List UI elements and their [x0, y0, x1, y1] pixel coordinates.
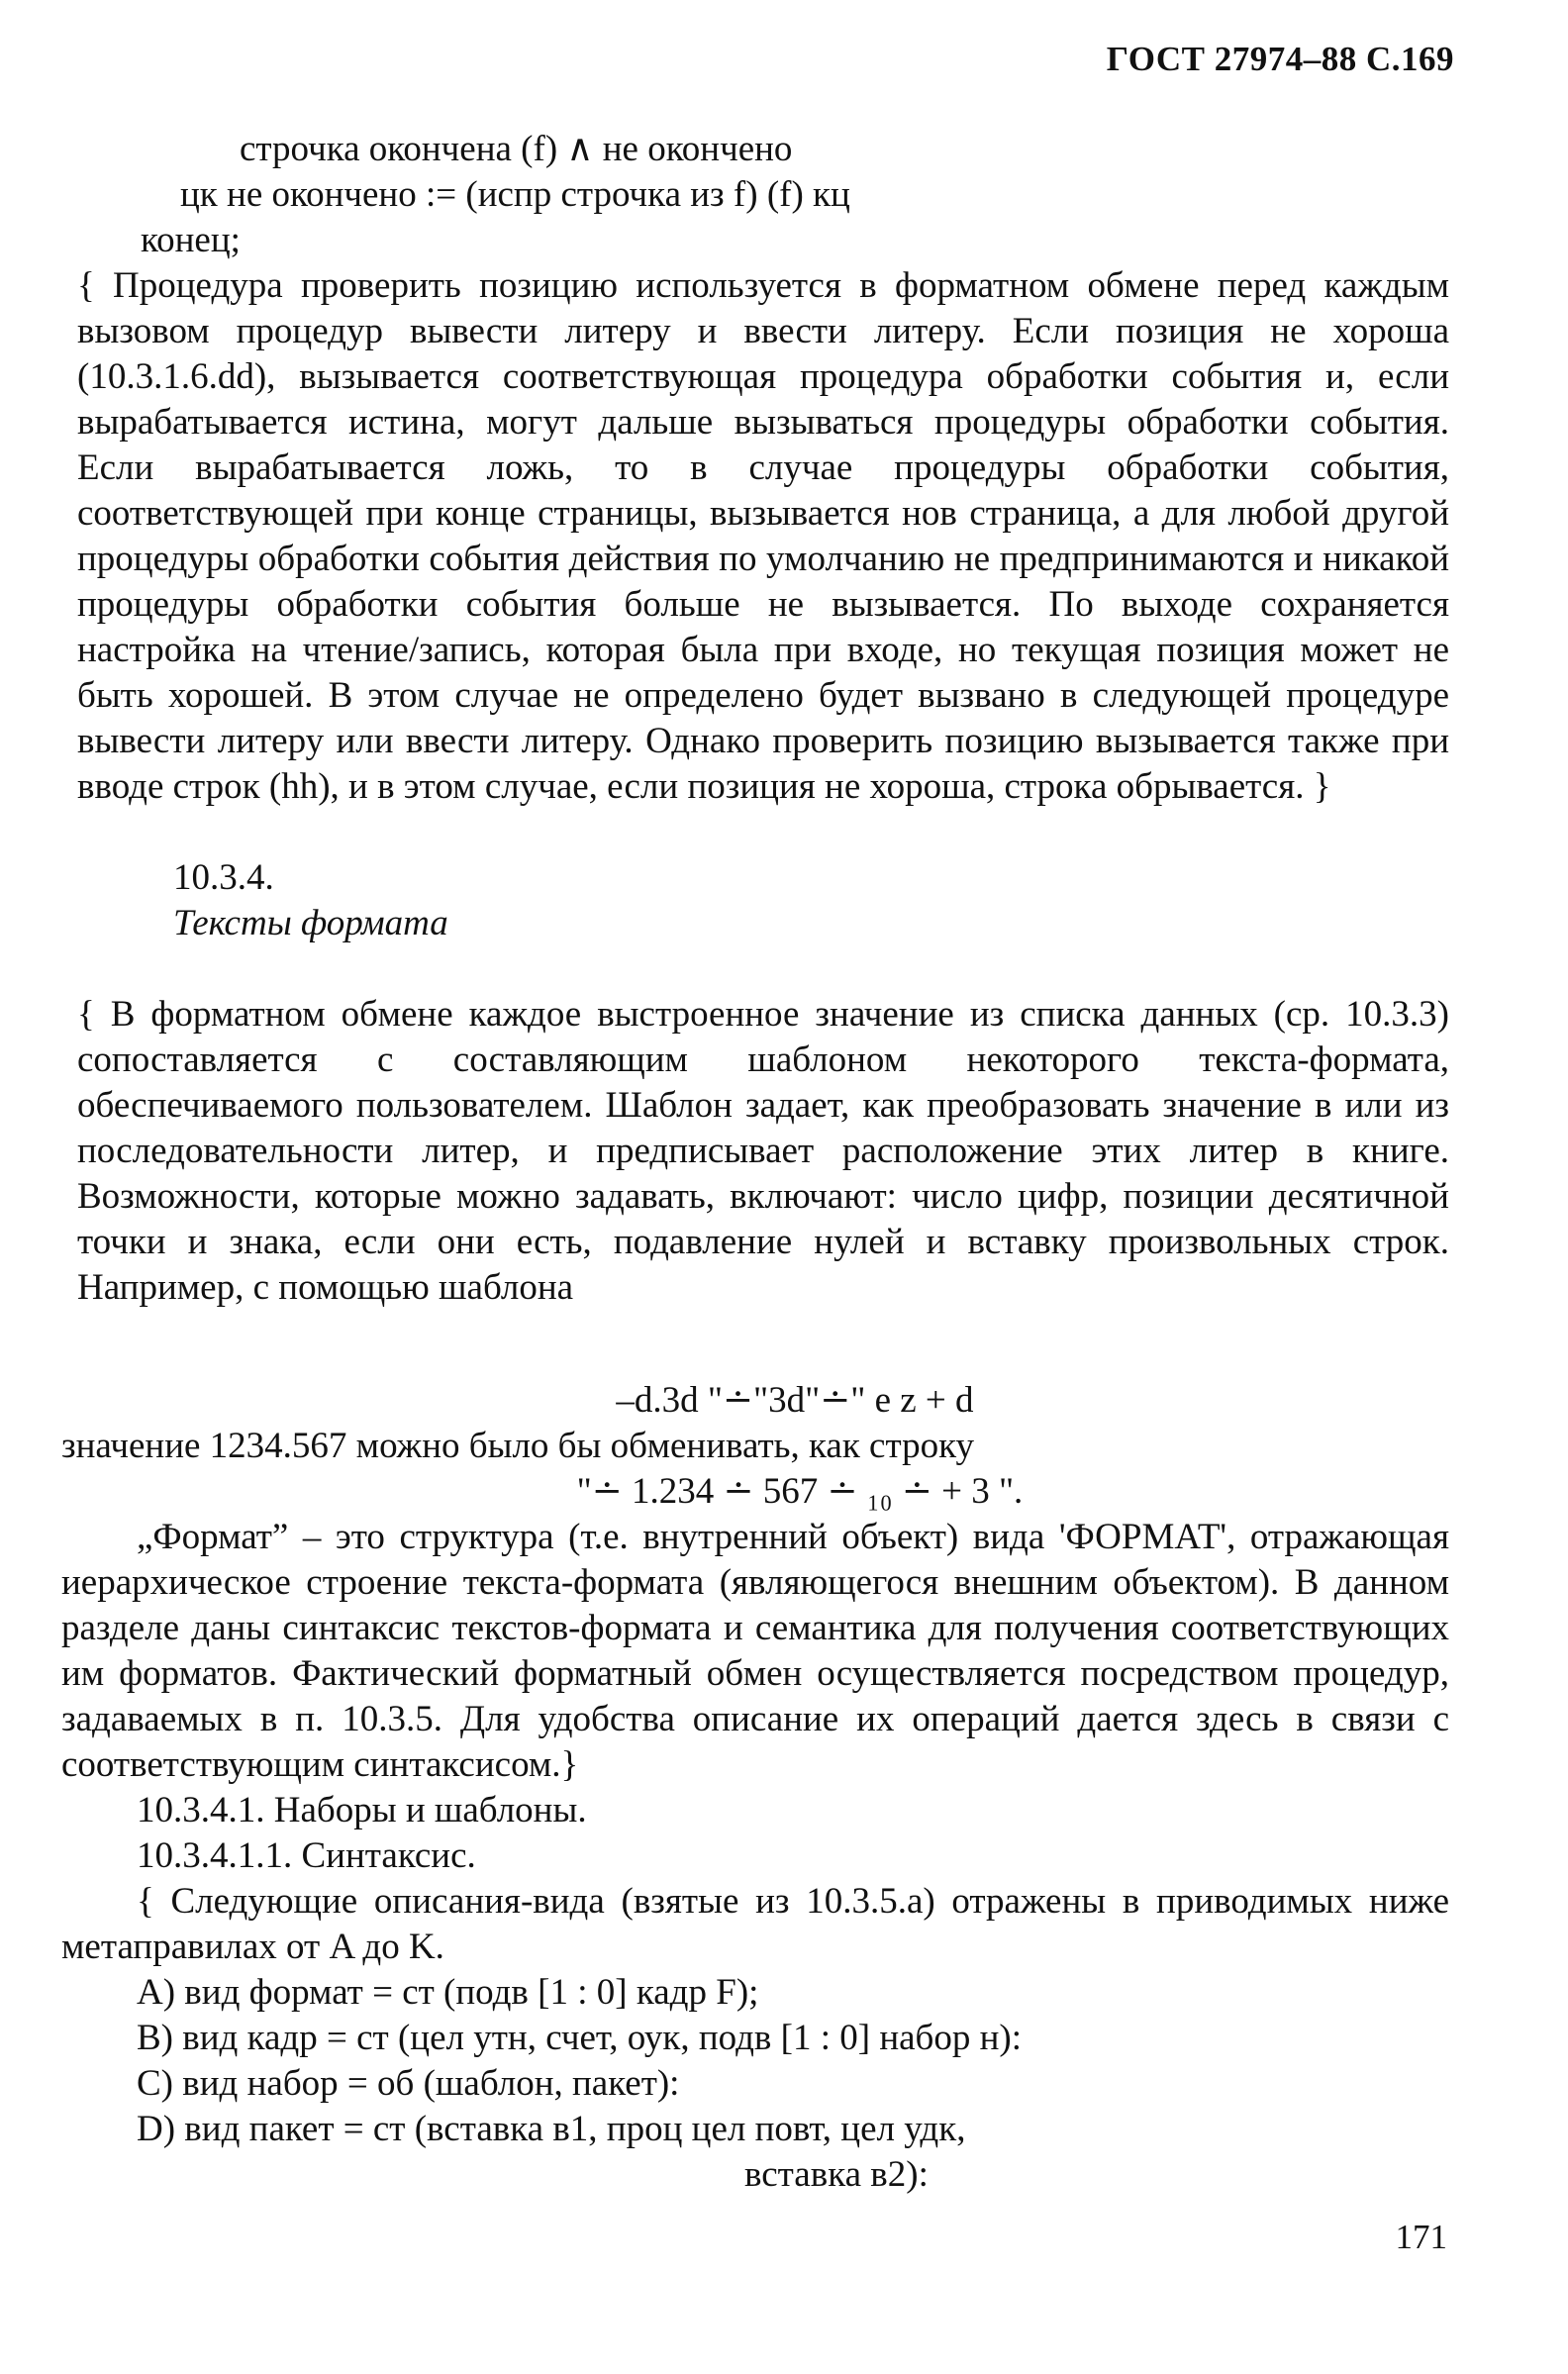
- code-line-3: конец;: [141, 220, 241, 260]
- page-header: ГОСТ 27974–88 С.169: [1106, 40, 1454, 78]
- format-example-pattern: –d.3d "∸"3d"∸" e z + d: [616, 1380, 974, 1421]
- section-title: Тексты формата: [173, 903, 448, 943]
- document-body: [61, 127, 1449, 2198]
- section-heading-10-3-4: [61, 810, 1449, 992]
- section-number: 10.3.4.: [173, 857, 274, 898]
- format-example-text: значение 1234.567 можно было бы обменивать, как строку: [61, 1426, 975, 1466]
- paragraph-format-texts: { В форматном обмене каждое выстроенное значение из списка данных (ср. 10.3.3) сопоставляется с составляющим шаблоном некоторого текста-формата, обеспечиваемого пользователем. Шаблон задает, как преобразовать значение в или из последовательности литер, и предписывает расположение этих литер в книге. Возможности, которые можно задавать, включают: число цифр, позиции десятичной точки и знака, если они есть, подавление нулей и вставку произвольных строк. Например, с помощью шаблона: [77, 994, 1449, 1308]
- section-heading-10-3-4-1-1: 10.3.4.1.1. Синтаксис.: [137, 1835, 476, 1876]
- code-line-1: строчка окончена (f) ∧ не окончено: [240, 129, 793, 169]
- format-example-string: "∸ 1.234 ∸ 567 ∸ ₁₀ ∸ + 3 ".: [576, 1471, 1024, 1512]
- format-definition-text: „Формат” – это структура (т.е. внутренний объект) вида 'ФОРМАТ', отражающая иерархическое строение текста-формата (являющегося внешним объектом). В данном разделе даны синтаксис текстов-формата и семантика для получения соответствующих им форматов. Фактический форматный обмен осуществляется посредством процедур, задаваемых в п. 10.3.5. Для удобства описание их операций дается здесь в связи с соответствующим синтаксисом.}: [61, 1517, 1449, 1785]
- section-heading-10-3-4-1: 10.3.4.1. Наборы и шаблоны.: [137, 1790, 587, 1830]
- mode-line-d: D) вид пакет = ст (вставка в1, проц цел повт, цел удк,: [137, 2109, 966, 2149]
- spacer: [61, 1311, 1449, 1378]
- code-line-2: цк не окончено := (испр строчка из f) (f) кц: [180, 174, 850, 215]
- mode-line-d-continued: вставка в2):: [744, 2154, 929, 2195]
- page-number: 171: [1395, 2218, 1447, 2256]
- mode-declarations-text: { Следующие описания-вида (взятые из 10.3.5.a) отражены в приводимых ниже метаправилах от A до K.: [61, 1881, 1449, 1967]
- paragraph-check-position: { Процедура проверить позицию используется в форматном обмене перед каждым вызовом процедур вывести литеру и ввести литеру. Если позиция не хороша (10.3.1.6.dd), вызывается соответствующая процедура обработки события и, если вырабатывается истина, могут дальше вызываться процедуры обработки события. Если вырабатывается ложь, то в случае процедуры обработки события, соответствующей при конце страницы, вызывается нов страница, а для любой другой процедуры обработки события действия по умолчанию не предпринимаются и никакой процедуры обработки события больше не вызывается. По выходе сохраняется настройка на чтение/запись, которая была при входе, но текущая позиция может не быть хорошей. В этом случае не определено будет вызвано в следующей процедуре вывести литеру или ввести литеру. Однако проверить позицию вызывается также при вводе строк (hh), и в этом случае, если позиция не хороша, строка обрывается. }: [77, 265, 1449, 807]
- mode-line-b: B) вид кадр = ст (цел утн, счет, оук, подв [1 : 0] набор н):: [137, 2018, 1023, 2058]
- mode-line-a: A) вид формат = ст (подв [1 : 0] кадр F);: [137, 1972, 759, 2013]
- paragraph-mode-declarations: [61, 1879, 1449, 1970]
- mode-line-c: C) вид набор = об (шаблон, пакет):: [137, 2063, 680, 2104]
- paragraph-format-definition: [61, 1515, 1449, 1788]
